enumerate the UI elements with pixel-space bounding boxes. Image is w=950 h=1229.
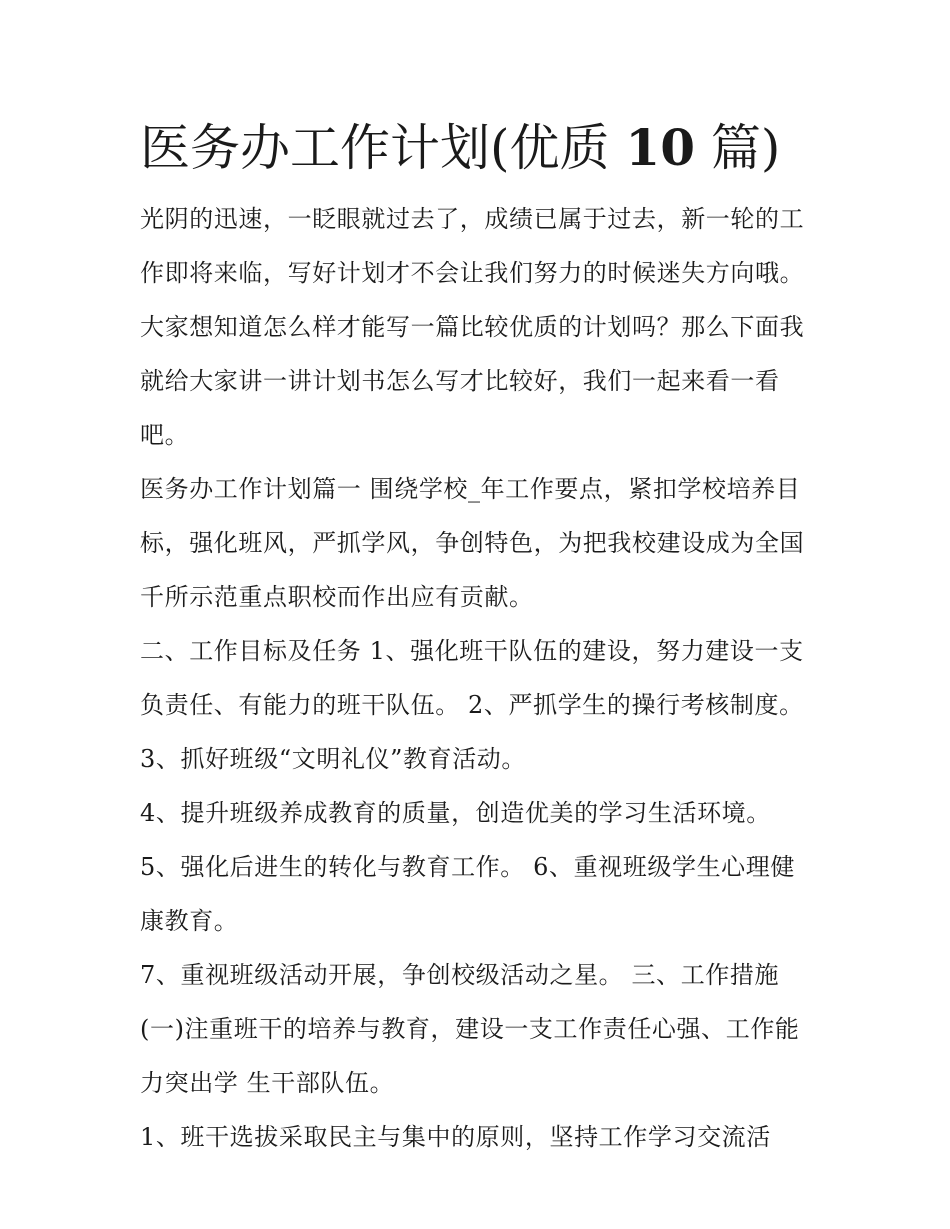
title-text-number: 10	[625, 118, 695, 177]
title-text-main: 医务办工作计划	[140, 119, 490, 177]
body-line: 就给大家讲一讲计划书怎么写才比较好，我们一起来看一看	[140, 367, 780, 395]
body-line: 负责任、有能力的班干队伍。 2、严抓学生的操行考核制度。	[140, 691, 804, 719]
body-line: 光阴的迅速，一眨眼就过去了，成绩已属于过去，新一轮的工	[140, 205, 805, 233]
body-line: 二、工作目标及任务 1、强化班干队伍的建设，努力建设一支	[140, 637, 804, 665]
body-line: 7、重视班级活动开展，争创校级活动之星。 三、工作措施	[140, 961, 780, 989]
document-body	[140, 192, 820, 1164]
body-line: 康教育。	[140, 907, 239, 935]
body-line: 千所示范重点职校而作出应有贡献。	[140, 583, 534, 611]
title-text-paren: (优质	[490, 119, 626, 177]
body-line: 力突出学 生干部队伍。	[140, 1069, 395, 1097]
body-line: 作即将来临，写好计划才不会让我们努力的时候迷失方向哦。	[140, 259, 805, 287]
body-line: 标，强化班风，严抓学风，争创特色，为把我校建设成为全国	[140, 529, 805, 557]
body-line: 5、强化后进生的转化与教育工作。 6、重视班级学生心理健	[140, 853, 795, 881]
body-line: (一)注重班干的培养与教育，建设一支工作责任心强、工作能	[140, 1015, 800, 1043]
body-line: 吧。	[140, 421, 190, 449]
body-line: 4、提升班级养成教育的质量，创造优美的学习生活环境。	[140, 799, 771, 827]
body-line: 医务办工作计划篇一 围绕学校_年工作要点，紧扣学校培养目	[140, 475, 801, 503]
body-line: 3、抓好班级“文明礼仪”教育活动。	[140, 745, 527, 773]
body-line: 1、班干选拔采取民主与集中的原则，坚持工作学习交流活	[140, 1123, 771, 1151]
title-text-suffix: 篇)	[695, 119, 781, 177]
body-line: 大家想知道怎么样才能写一篇比较优质的计划吗？那么下面我	[140, 313, 805, 341]
document-title	[140, 112, 780, 184]
